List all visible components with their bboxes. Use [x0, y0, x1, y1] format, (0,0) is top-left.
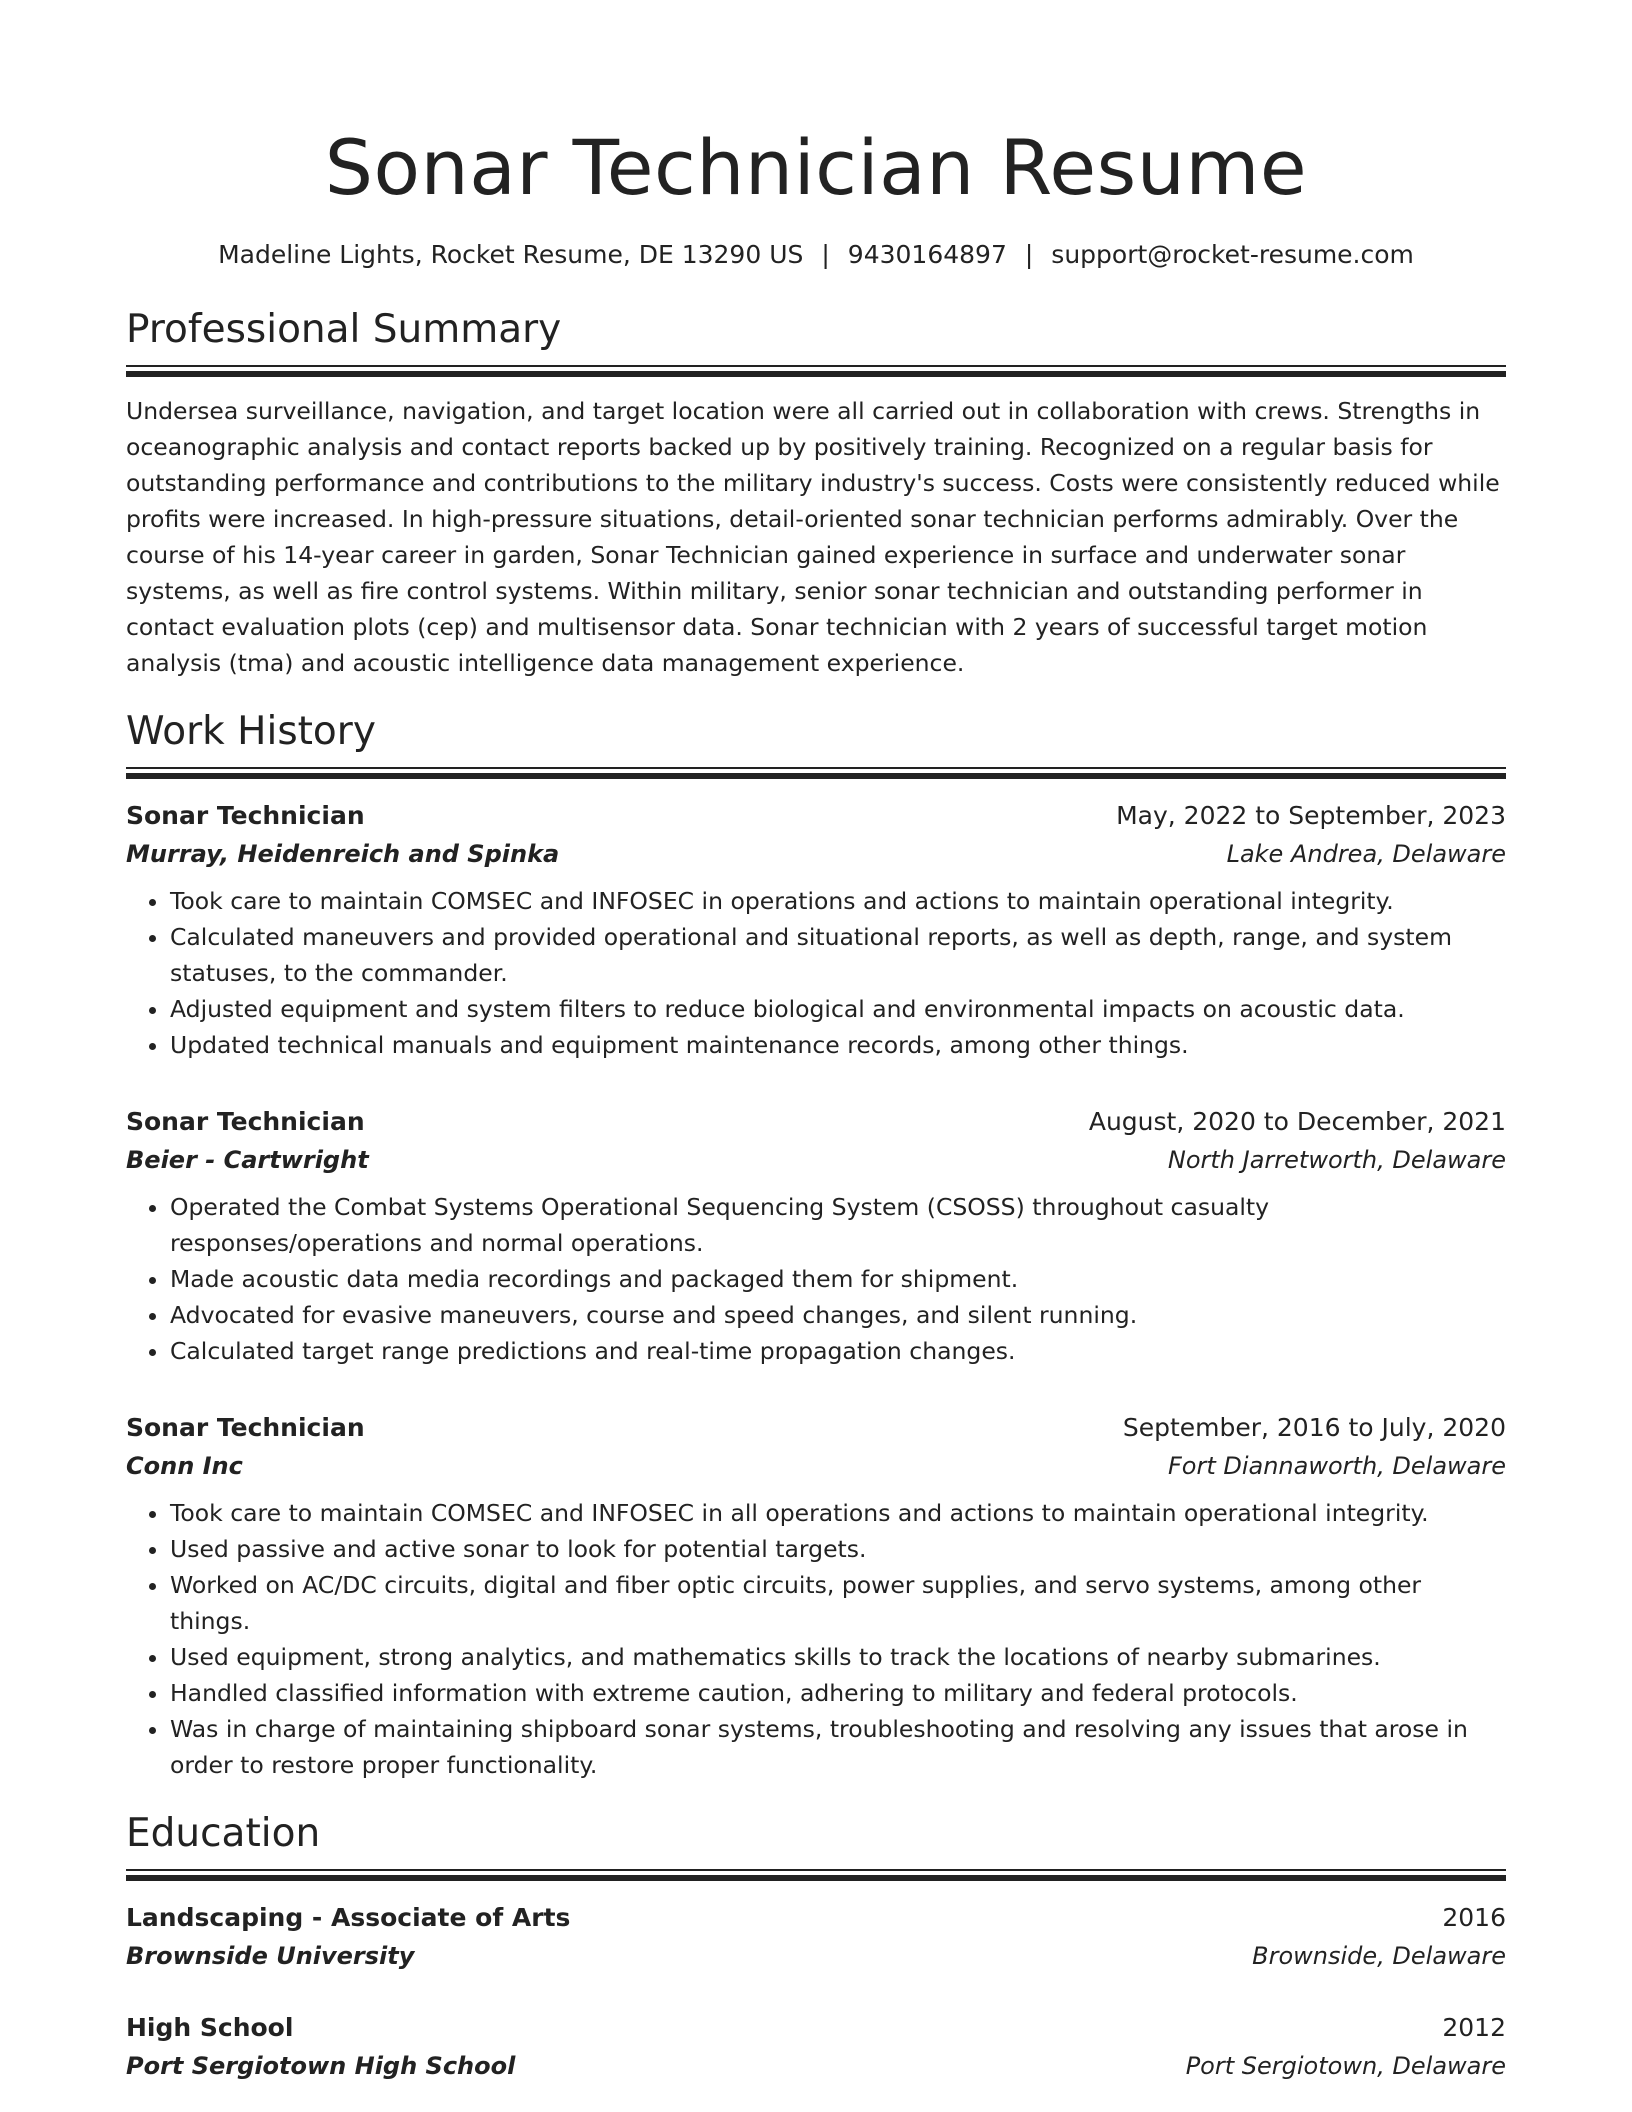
education-year: 2016	[1442, 1903, 1506, 1932]
job-employer: Murray, Heidenreich and Spinka	[126, 840, 560, 868]
contact-phone: 9430164897	[847, 240, 1007, 269]
job-title: Sonar Technician	[126, 1107, 365, 1136]
work-history-heading: Work History	[126, 709, 376, 754]
job-dates: August, 2020 to December, 2021	[1088, 1107, 1506, 1136]
job-bullet: • Calculated maneuvers and provided operational and situational reports, as well as depth, range, and system statuses, to the commander.	[170, 919, 1506, 991]
education-school: Port Sergiotown High School	[126, 2052, 516, 2080]
contact-address: Madeline Lights, Rocket Resume, DE 13290 US	[218, 240, 804, 269]
contact-separator: |	[1024, 240, 1034, 269]
education-school: Brownside University	[126, 1942, 415, 1970]
section-divider	[126, 365, 1506, 377]
contact-line	[126, 238, 1506, 272]
contact-separator: |	[821, 240, 830, 269]
education-heading: Education	[126, 1811, 321, 1856]
job-bullet: • Operated the Combat Systems Operational Sequencing System (CSOSS) throughout casualty responses/operations and normal operations.	[170, 1189, 1506, 1261]
education-year: 2012	[1442, 2013, 1506, 2042]
job-bullet: • Used equipment, strong analytics, and mathematics skills to track the locations of nearby submarines.	[170, 1639, 1506, 1675]
education-section	[126, 1809, 1506, 2085]
job-title: Sonar Technician	[126, 1413, 365, 1442]
job-dates: May, 2022 to September, 2023	[1116, 801, 1506, 830]
job-bullets	[126, 1189, 1506, 1369]
job-entry	[126, 797, 1506, 1063]
section-divider	[126, 1869, 1506, 1881]
education-location: Brownside, Delaware	[1252, 1942, 1506, 1970]
section-divider	[126, 767, 1506, 779]
summary-text: Undersea surveillance, navigation, and target location were all carried out in collaboration with crews. Strengths in oceanographic analysis and contact reports backed up by positively training. Recognized on a regular basis for outstanding performance and contributions to the military industry's success. Costs were consistently reduced while profits were increased. In high-pressure situations, detail-oriented sonar technician performs admirably. Over the course of his 14-year career in garden, Sonar Technician gained experience in surface and underwater sonar systems, as well as fire control systems. Within military, senior sonar technician and outstanding performer in contact evaluation plots (cep) and multisensor data. Sonar technician with 2 years of successful target motion analysis (tma) and acoustic intelligence data management experience.	[126, 397, 1500, 677]
job-title: Sonar Technician	[126, 801, 365, 830]
job-bullet: • Updated technical manuals and equipment maintenance records, among other things.	[170, 1027, 1506, 1063]
job-entry	[126, 1409, 1506, 1783]
job-dates: September, 2016 to July, 2020	[1122, 1413, 1506, 1442]
job-bullets	[126, 883, 1506, 1063]
job-entry	[126, 1103, 1506, 1369]
job-location: Lake Andrea, Delaware	[1226, 840, 1506, 868]
job-location: North Jarretworth, Delaware	[1167, 1146, 1506, 1174]
job-bullet: • Took care to maintain COMSEC and INFOSEC in all operations and actions to maintain operational integrity.	[170, 1495, 1506, 1531]
job-bullet: • Adjusted equipment and system filters to reduce biological and environmental impacts on acoustic data.	[170, 991, 1506, 1027]
job-bullet: • Advocated for evasive maneuvers, course and speed changes, and silent running.	[170, 1297, 1506, 1333]
job-bullet: • Made acoustic data media recordings and packaged them for shipment.	[170, 1261, 1506, 1297]
education-location: Port Sergiotown, Delaware	[1185, 2052, 1506, 2080]
education-entry	[126, 2009, 1506, 2085]
education-entry	[126, 1899, 1506, 1975]
job-employer: Beier - Cartwright	[126, 1146, 369, 1174]
job-bullet: • Was in charge of maintaining shipboard sonar systems, troubleshooting and resolving any issues that arose in order to restore proper functionality.	[170, 1711, 1506, 1783]
resume-title: Sonar Technician Resume	[324, 123, 1308, 212]
contact-email: support@rocket-resume.com	[1051, 240, 1414, 269]
job-location: Fort Diannaworth, Delaware	[1167, 1452, 1506, 1480]
summary-heading: Professional Summary	[126, 307, 562, 352]
job-bullet: • Used passive and active sonar to look for potential targets.	[170, 1531, 1506, 1567]
summary-section	[126, 305, 1506, 681]
job-bullet: • Calculated target range predictions and real-time propagation changes.	[170, 1333, 1506, 1369]
job-bullet: • Took care to maintain COMSEC and INFOSEC in operations and actions to maintain operational integrity.	[170, 883, 1506, 919]
job-bullet: • Worked on AC/DC circuits, digital and fiber optic circuits, power supplies, and servo systems, among other things.	[170, 1567, 1506, 1639]
job-employer: Conn Inc	[126, 1452, 243, 1480]
job-bullets	[126, 1495, 1506, 1783]
education-degree: High School	[126, 2013, 294, 2042]
work-history-section	[126, 707, 1506, 1783]
job-bullet: • Handled classified information with extreme caution, adhering to military and federal protocols.	[170, 1675, 1506, 1711]
education-degree: Landscaping - Associate of Arts	[126, 1903, 571, 1932]
